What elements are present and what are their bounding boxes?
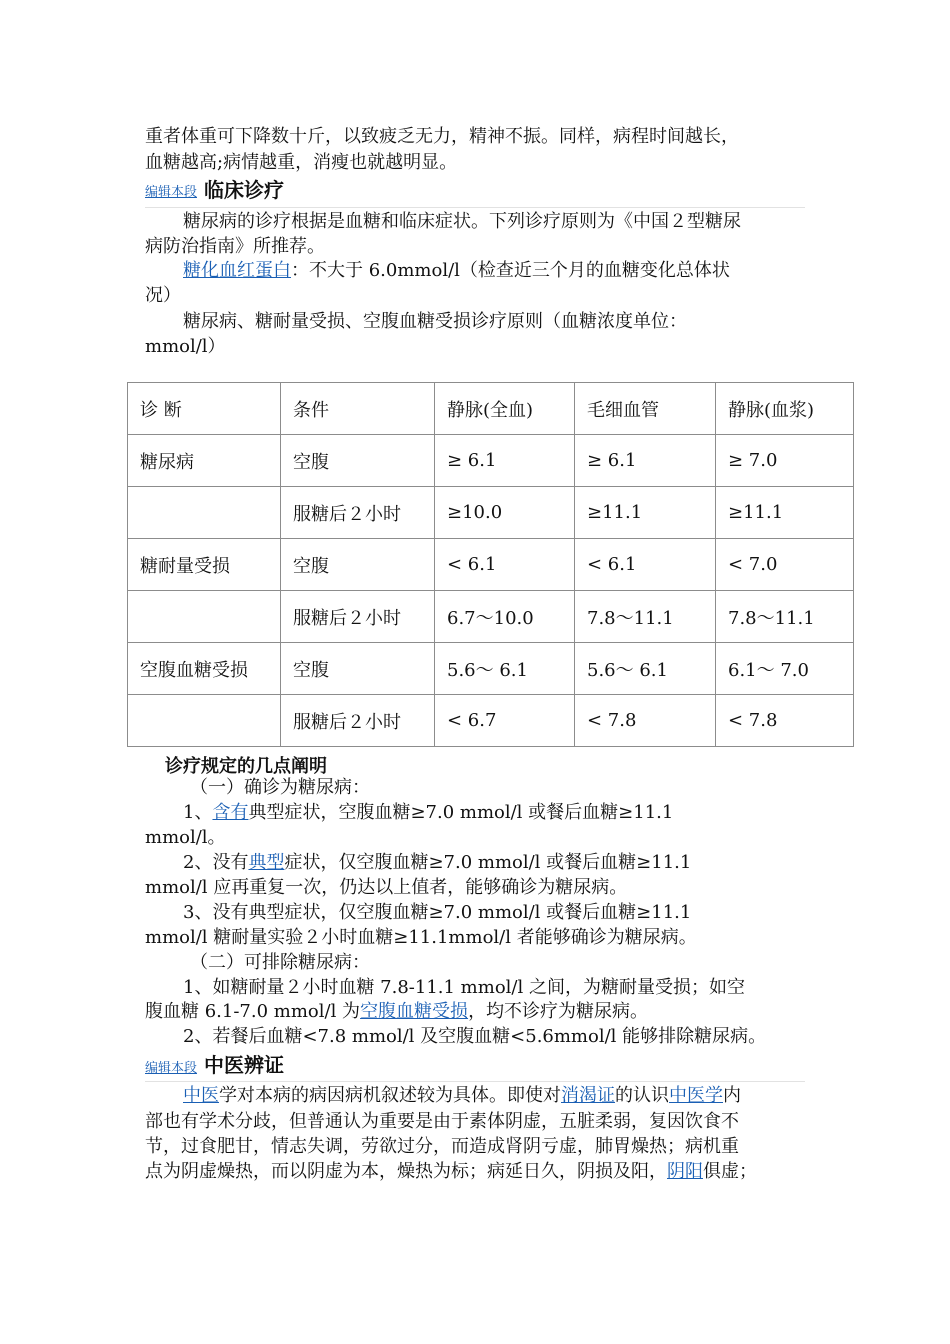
table-cell: 空腹 — [281, 435, 435, 487]
section-title-clinical: 临床诊疗 — [204, 178, 284, 202]
note-line: mmol/l。 — [145, 827, 226, 848]
table-row — [128, 487, 854, 539]
note-line: 2、若餐后血糖<7.8 mmol/l 及空腹血糖<5.6mmol/l 能够排除糖尿病。 — [183, 1026, 767, 1047]
table-cell: < 7.8 — [575, 695, 716, 747]
table-cell: 静脉(血浆) — [716, 383, 854, 435]
note-line — [183, 801, 673, 825]
paragraph-text: 内 — [723, 1085, 741, 1106]
table-cell: 7.8～11.1 — [575, 591, 716, 643]
contains-link[interactable]: 含有 — [212, 802, 249, 823]
table-row — [128, 435, 854, 487]
yinyang-link[interactable]: 阴阳 — [667, 1161, 703, 1182]
paragraph-line: 糖尿病的诊疗根据是血糖和临床症状。下列诊疗原则为《中国２型糖尿 — [183, 211, 741, 232]
paragraph-text: ：不大于 6.0mmol/l（检查近三个月的血糖变化总体状 — [291, 260, 730, 281]
diagnosis-table — [127, 382, 854, 747]
intro-line-2: 血糖越高;病情越重，消瘦也就越明显。 — [145, 152, 458, 173]
note-text: ，均不诊疗为糖尿病。 — [468, 1001, 649, 1022]
note-text: 症状，仅空腹血糖≥7.0 mmol/l 或餐后血糖≥11.1 — [284, 852, 692, 873]
tcm-link[interactable]: 中医 — [183, 1085, 219, 1106]
table-cell: < 6.7 — [435, 695, 575, 747]
table-cell: 空腹 — [281, 539, 435, 591]
note-text: 典型症状，空腹血糖≥7.0 mmol/l 或餐后血糖≥11.1 — [248, 802, 674, 823]
notes-part-heading: （一）确诊为糖尿病： — [190, 777, 370, 798]
table-cell: 糖尿病 — [128, 435, 281, 487]
table-header-row — [128, 383, 854, 435]
paragraph-line: 糖尿病、糖耐量受损、空腹血糖受损诊疗原则（血糖浓度单位： — [183, 311, 687, 332]
table-cell: 7.8～11.1 — [716, 591, 854, 643]
note-text: 2、没有 — [183, 852, 249, 873]
table-cell: ≥ 6.1 — [435, 435, 575, 487]
table-cell — [128, 695, 281, 747]
table-cell: 6.1～ 7.0 — [716, 643, 854, 695]
paragraph-line — [183, 1084, 741, 1108]
table-row — [128, 695, 854, 747]
paragraph-text: 的认识 — [615, 1085, 669, 1106]
table-cell: 5.6～ 6.1 — [435, 643, 575, 695]
table-cell: 服糖后２小时 — [281, 695, 435, 747]
note-line: mmol/l 应再重复一次，仍达以上值者，能够确诊为糖尿病。 — [145, 877, 628, 898]
paragraph-line: 节，过食肥甘，情志失调，劳欲过分，而造成肾阴亏虚，肺胃燥热；病机重 — [145, 1136, 739, 1157]
table-cell: 静脉(全血) — [435, 383, 575, 435]
paragraph-line: 部也有学术分歧，但普通认为重要是由于素体阴虚，五脏柔弱，复因饮食不 — [145, 1111, 739, 1132]
table-cell: 条件 — [281, 383, 435, 435]
note-line: 3、没有典型症状，仅空腹血糖≥7.0 mmol/l 或餐后血糖≥11.1 — [183, 902, 692, 923]
table-row — [128, 643, 854, 695]
paragraph-text: 俱虚； — [703, 1161, 757, 1182]
table-cell: 6.7～10.0 — [435, 591, 575, 643]
paragraph-text: 学对本病的病因病机叙述较为具体。即使对 — [219, 1085, 561, 1106]
table-cell: 5.6～ 6.1 — [575, 643, 716, 695]
table-cell: ≥11.1 — [716, 487, 854, 539]
table-cell: 糖耐量受损 — [128, 539, 281, 591]
table-cell — [128, 487, 281, 539]
notes-title: 诊疗规定的几点阐明 — [165, 756, 327, 777]
section-divider — [145, 1081, 805, 1082]
table-cell: 服糖后２小时 — [281, 591, 435, 643]
hba1c-link[interactable]: 糖化血红蛋白 — [183, 260, 291, 281]
xiaoke-link[interactable]: 消渴证 — [561, 1085, 615, 1106]
tcm-science-link[interactable]: 中医学 — [669, 1085, 723, 1106]
paragraph-line: 病防治指南》所推荐。 — [145, 236, 325, 257]
table-cell: ≥ 7.0 — [716, 435, 854, 487]
table-cell: < 6.1 — [575, 539, 716, 591]
table-cell: 空腹血糖受损 — [128, 643, 281, 695]
table-cell: 诊 断 — [128, 383, 281, 435]
note-line — [145, 1000, 648, 1024]
note-text: 1、 — [183, 802, 213, 823]
table-cell: 空腹 — [281, 643, 435, 695]
section-title-tcm: 中医辨证 — [204, 1053, 284, 1077]
section-divider — [145, 207, 805, 208]
table-cell: 服糖后２小时 — [281, 487, 435, 539]
edit-section-link[interactable]: 编辑本段 — [145, 1061, 198, 1076]
table-cell: ≥ 6.1 — [575, 435, 716, 487]
table-cell: < 7.8 — [716, 695, 854, 747]
table-cell — [128, 591, 281, 643]
note-text: 腹血糖 6.1-7.0 mmol/l 为 — [145, 1001, 361, 1022]
table-cell: < 7.0 — [716, 539, 854, 591]
intro-line-1: 重者体重可下降数十斤，以致疲乏无力，精神不振。同样，病程时间越长， — [145, 126, 739, 147]
paragraph-text: 点为阴虚燥热，而以阴虚为本，燥热为标；病延日久，阴损及阳， — [145, 1161, 667, 1182]
edit-section-link[interactable]: 编辑本段 — [145, 185, 198, 200]
paragraph-line: 况） — [145, 285, 181, 306]
notes-part-heading: （二）可排除糖尿病： — [190, 952, 370, 973]
table-cell: ≥10.0 — [435, 487, 575, 539]
paragraph-line — [183, 259, 730, 283]
ifg-link[interactable]: 空腹血糖受损 — [360, 1001, 469, 1022]
note-line — [183, 851, 691, 875]
table-cell: < 6.1 — [435, 539, 575, 591]
table-row — [128, 539, 854, 591]
note-line: mmol/l 糖耐量实验２小时血糖≥11.1mmol/l 者能够确诊为糖尿病。 — [145, 927, 697, 948]
typical-link[interactable]: 典型 — [248, 852, 285, 873]
table-row — [128, 591, 854, 643]
note-line: 1、如糖耐量２小时血糖 7.8-11.1 mmol/l 之间，为糖耐量受损；如空 — [183, 977, 745, 998]
paragraph-line — [145, 1160, 757, 1184]
table-cell: 毛细血管 — [575, 383, 716, 435]
paragraph-line: mmol/l） — [145, 336, 226, 357]
table-cell: ≥11.1 — [575, 487, 716, 539]
